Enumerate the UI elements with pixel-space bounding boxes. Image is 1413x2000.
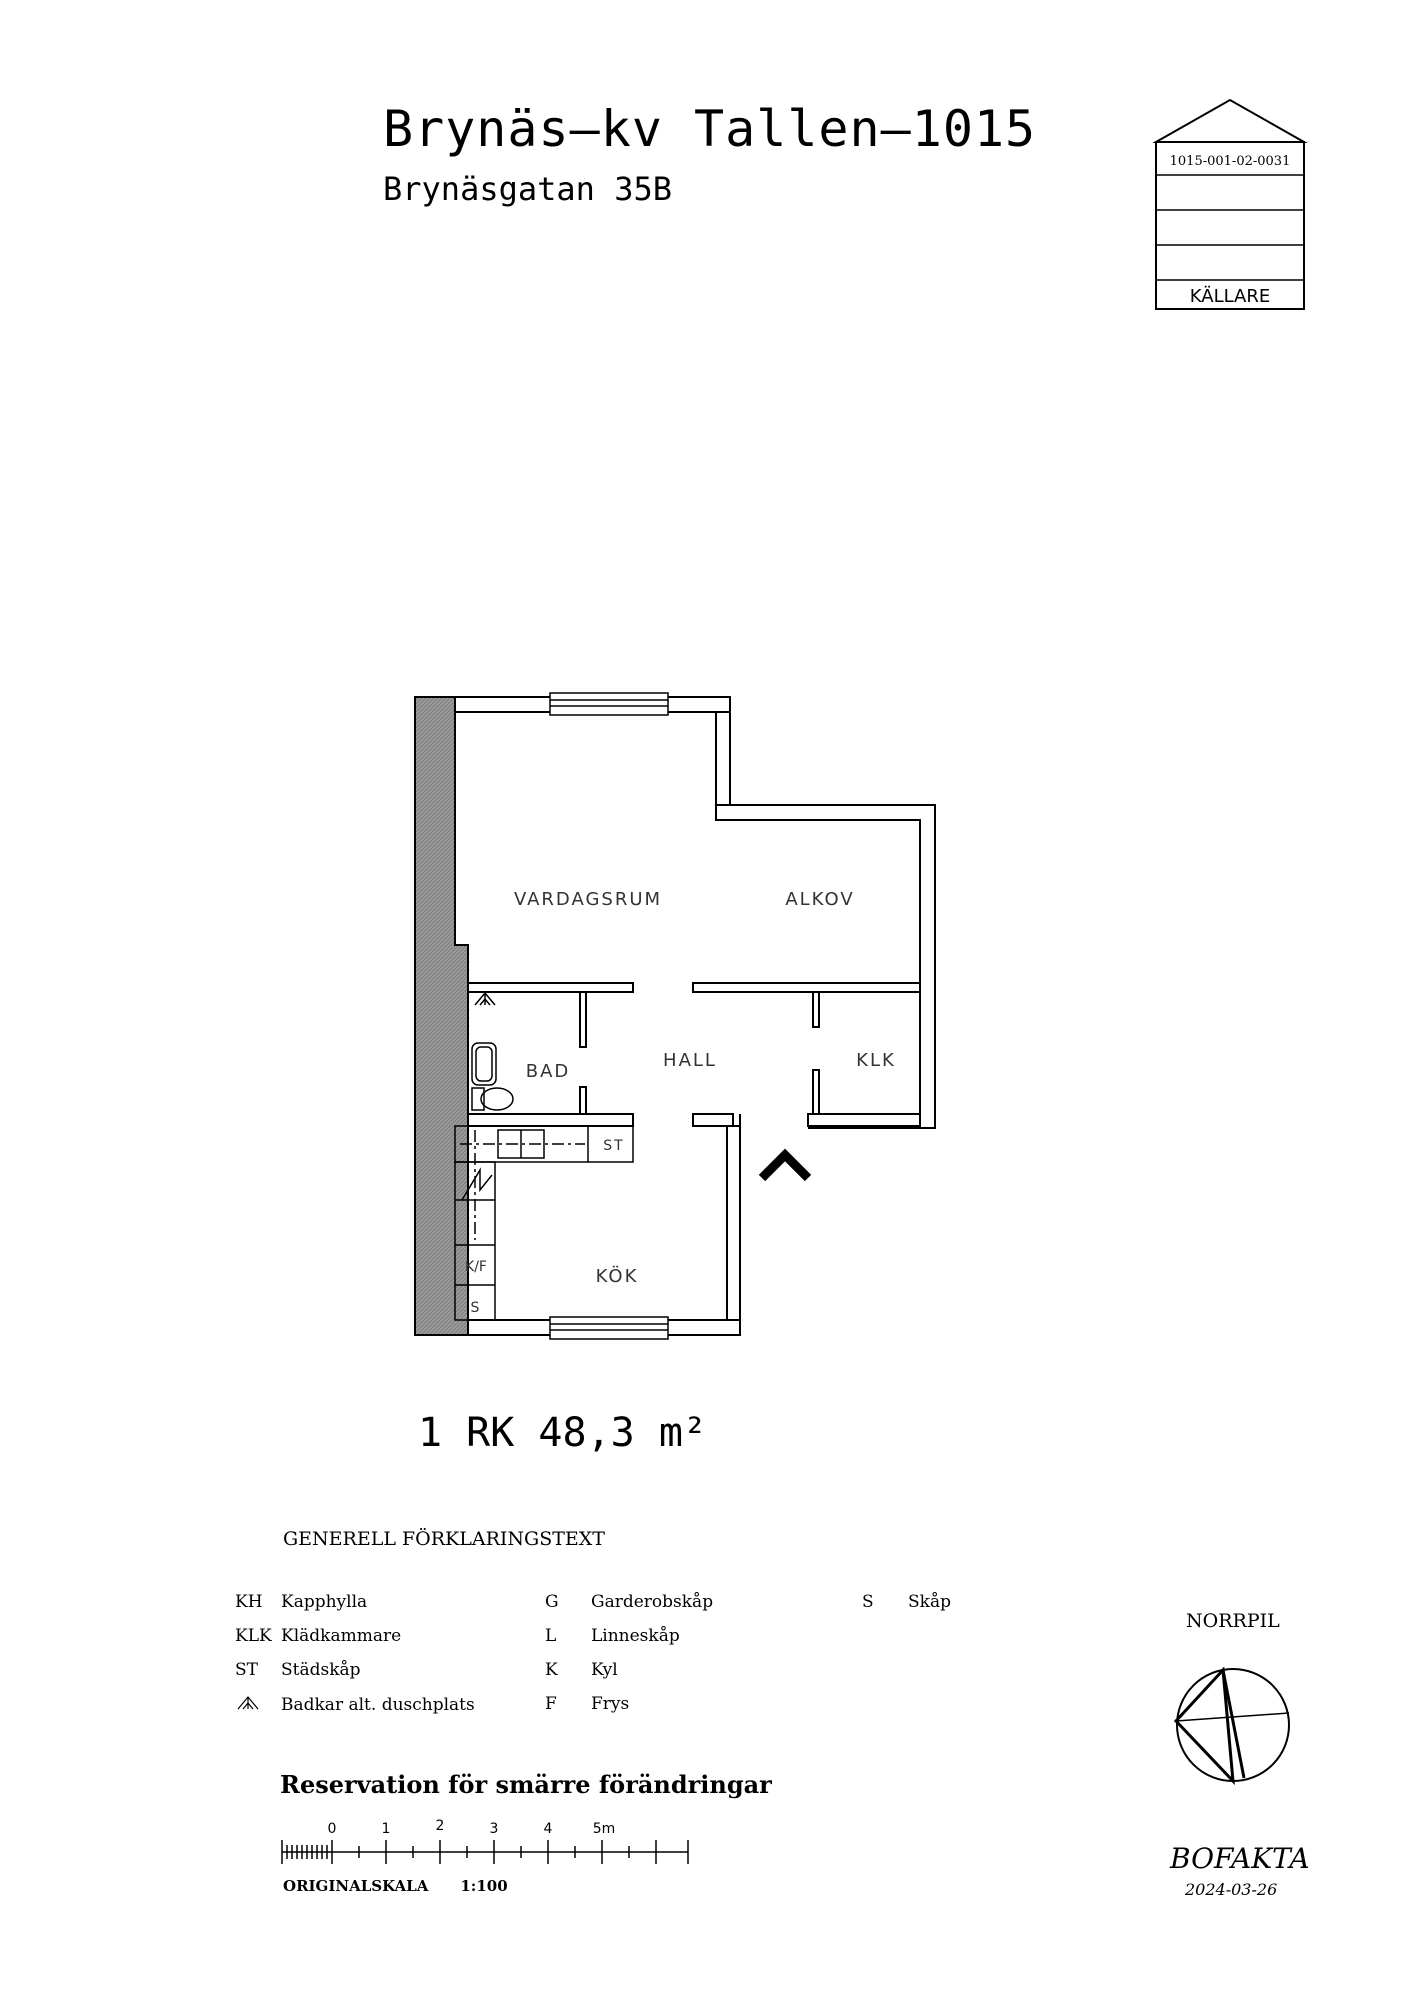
room-label-alkov: ALKOV (785, 889, 855, 910)
interior-walls (468, 983, 920, 1320)
address: Brynäsgatan 35B (383, 170, 672, 208)
legend-item: F Frys (545, 1694, 630, 1714)
scale-label: 1 (381, 1821, 391, 1837)
label-st: ST (603, 1138, 625, 1154)
scale-caption: ORIGINALSKALA 1:100 (283, 1877, 508, 1895)
label-kf: K/F (465, 1259, 487, 1275)
legend-item: G Garderobskåp (545, 1592, 714, 1612)
badge-floor: KÄLLARE (1189, 286, 1271, 307)
scale-label: 3 (489, 1821, 499, 1837)
north-label: NORRPIL (1186, 1610, 1280, 1632)
room-label-vardagsrum: VARDAGSRUM (513, 889, 663, 910)
scale-bar (270, 1815, 720, 1875)
label-s: S (470, 1300, 482, 1316)
exterior-walls (415, 697, 935, 1335)
window-top (550, 693, 668, 715)
bath-fixtures (472, 993, 513, 1110)
north-arrow-icon (1168, 1660, 1298, 1790)
window-bottom (550, 1317, 668, 1339)
scale-label: 4 (543, 1821, 553, 1837)
room-label-hall: HALL (663, 1050, 717, 1071)
room-label-kok: KÖK (595, 1266, 639, 1287)
badge-code: 1015-001-02-0031 (1169, 154, 1291, 169)
left-exterior-wall (415, 697, 468, 1335)
legend-title: GENERELL FÖRKLARINGSTEXT (283, 1528, 605, 1550)
legend-item: KLK Klädkammare (235, 1626, 402, 1646)
legend-item: Badkar alt. duschplats (235, 1694, 475, 1715)
room-label-klk: KLK (856, 1050, 896, 1071)
entrance-arrow-icon (762, 1155, 808, 1178)
scale-label: 2 (435, 1818, 445, 1834)
page-title: Brynäs–kv Tallen–1015 (383, 100, 1037, 158)
scale-label: 0 (327, 1821, 337, 1837)
legend-item: K Kyl (545, 1660, 618, 1680)
kitchen-counter (455, 1126, 633, 1320)
reservation-note: Reservation för smärre förändringar (280, 1770, 772, 1799)
plan-date: 2024-03-26 (1185, 1880, 1278, 1899)
legend-item: L Linneskåp (545, 1626, 680, 1646)
brand-logo: BOFAKTA (1170, 1842, 1310, 1875)
apartment-area: 1 RK 48,3 m² (418, 1410, 707, 1456)
shower-icon (235, 1694, 261, 1710)
legend-item: ST Städskåp (235, 1660, 361, 1680)
scale-label: 5m (592, 1821, 616, 1837)
legend-item: S Skåp (862, 1592, 951, 1612)
shower-icon (475, 993, 495, 1005)
room-label-bad: BAD (525, 1061, 571, 1082)
legend-item: KH Kapphylla (235, 1592, 368, 1612)
